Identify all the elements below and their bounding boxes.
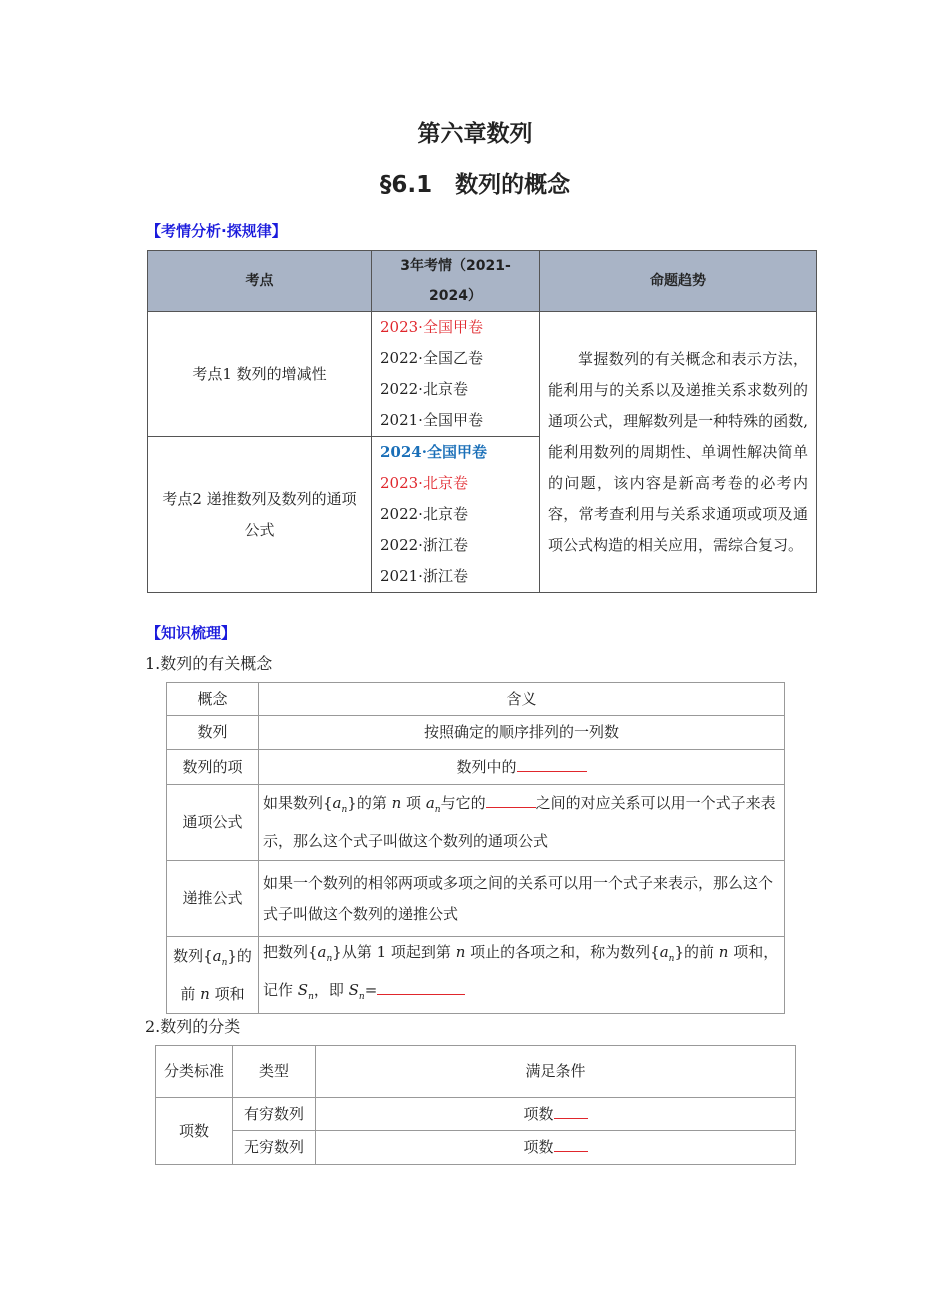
math: n [200, 984, 210, 1003]
concept-label: 数列 [167, 716, 259, 750]
exam-item: 2023·北京卷 [380, 474, 468, 492]
math: n [326, 954, 333, 964]
header-meaning: 含义 [259, 683, 785, 716]
exam-item: 2022·全国乙卷 [380, 349, 483, 367]
concept-meaning [259, 937, 785, 1014]
exam-list-2 [372, 437, 540, 593]
math: n [221, 957, 228, 968]
topic-2: 考点2 递推数列及数列的通项公式 [148, 437, 372, 593]
exam-item: 2024·全国甲卷 [380, 443, 487, 461]
exam-item: 2021·浙江卷 [380, 567, 468, 585]
text: = [364, 981, 378, 999]
header-topic: 考点 [148, 251, 372, 312]
text: 数列中的 [456, 757, 517, 776]
concepts-heading: 1.数列的有关概念 [145, 654, 273, 673]
exam-list-1 [372, 312, 540, 437]
concept-meaning [259, 785, 785, 861]
section-title: §6.1 数列的概念 [379, 172, 571, 198]
math: n [668, 954, 675, 964]
math: n [391, 794, 402, 812]
trend-text: 掌握数列的有关概念和表示方法，能利用与的关系以及递推关系求数列的通项公式，理解数列是一种特殊的函数,能利用数列的周期性、单调性解决简单的问题，该内容是新高考卷的必考内容，常考查利用与关系求通项或项及通项公式构造的相关应用，需综合复习。 [540, 312, 817, 593]
text: 项数 [523, 1104, 554, 1123]
math: a [659, 943, 669, 961]
header-type: 类型 [233, 1046, 316, 1098]
text: 项和，记作 [263, 943, 779, 999]
text: }从第 1 项起到第 [332, 943, 456, 961]
topic-1: 考点1 数列的增减性 [148, 312, 372, 437]
math: n [434, 805, 441, 815]
math: a [425, 794, 435, 812]
exam-item: 2022·浙江卷 [380, 536, 468, 554]
concept-label: 数列的项 [167, 750, 259, 785]
text: 数列{ [173, 946, 213, 965]
condition-cell [316, 1098, 796, 1131]
text: 项数 [523, 1138, 554, 1156]
fill-blank[interactable] [486, 791, 536, 808]
classification-table [155, 1045, 796, 1165]
header-criterion: 分类标准 [156, 1046, 233, 1098]
text: 把数列{ [263, 943, 318, 961]
exam-item: 2021·全国甲卷 [380, 411, 483, 429]
criterion-label: 项数 [156, 1098, 233, 1165]
text: }的前 [674, 943, 719, 961]
text: 如果数列{ [263, 794, 333, 812]
exam-analysis-table [147, 250, 817, 593]
text: 项止的各项之和，称为数列{ [465, 943, 660, 961]
math: a [212, 946, 222, 965]
concept-label: 通项公式 [167, 785, 259, 861]
text: 与它的 [440, 794, 486, 812]
header-exams: 3年考情（2021-2024） [372, 251, 540, 312]
fill-blank[interactable] [554, 1102, 588, 1119]
fill-blank[interactable] [377, 978, 465, 995]
text: 项 [401, 794, 426, 812]
text: ，即 [313, 981, 349, 999]
exam-item: 2023·全国甲卷 [380, 318, 483, 336]
header-trend: 命题趋势 [540, 251, 817, 312]
math: n [455, 943, 466, 961]
classification-heading: 2.数列的分类 [145, 1017, 241, 1036]
fill-blank[interactable] [554, 1135, 588, 1152]
concept-meaning: 按照确定的顺序排列的一列数 [259, 716, 785, 750]
header-concept: 概念 [167, 683, 259, 716]
fill-blank[interactable] [517, 755, 587, 772]
text: }的第 [347, 794, 392, 812]
type-label: 无穷数列 [233, 1131, 316, 1165]
exam-item: 2022·北京卷 [380, 505, 468, 523]
concept-meaning: 如果一个数列的相邻两项或多项之间的关系可以用一个式子来表示，那么这个式子叫做这个数列的递推公式 [259, 861, 785, 937]
math: a [317, 943, 327, 961]
math: n [358, 992, 365, 1002]
concept-label: 递推公式 [167, 861, 259, 937]
text: }的前 [180, 946, 252, 1003]
exam-item: 2022·北京卷 [380, 380, 468, 398]
analysis-heading: 【考情分析·探规律】 [146, 222, 287, 240]
math: S [297, 981, 309, 999]
concept-label [167, 937, 259, 1014]
chapter-title: 第六章数列 [417, 121, 533, 147]
type-label: 有穷数列 [233, 1098, 316, 1131]
math: n [308, 992, 314, 1002]
math: a [332, 794, 342, 812]
concept-meaning [259, 750, 785, 785]
math: n [341, 805, 348, 815]
text: 项和 [209, 984, 245, 1003]
math: n [718, 943, 729, 961]
text: 之间的对应关系可以用一个式子来表示，那么这个式子叫做这个数列的通项公式 [263, 794, 776, 850]
condition-cell [316, 1131, 796, 1165]
header-condition: 满足条件 [316, 1046, 796, 1098]
math: S [348, 981, 359, 999]
knowledge-heading: 【知识梳理】 [146, 624, 237, 642]
concepts-table [166, 682, 785, 1014]
